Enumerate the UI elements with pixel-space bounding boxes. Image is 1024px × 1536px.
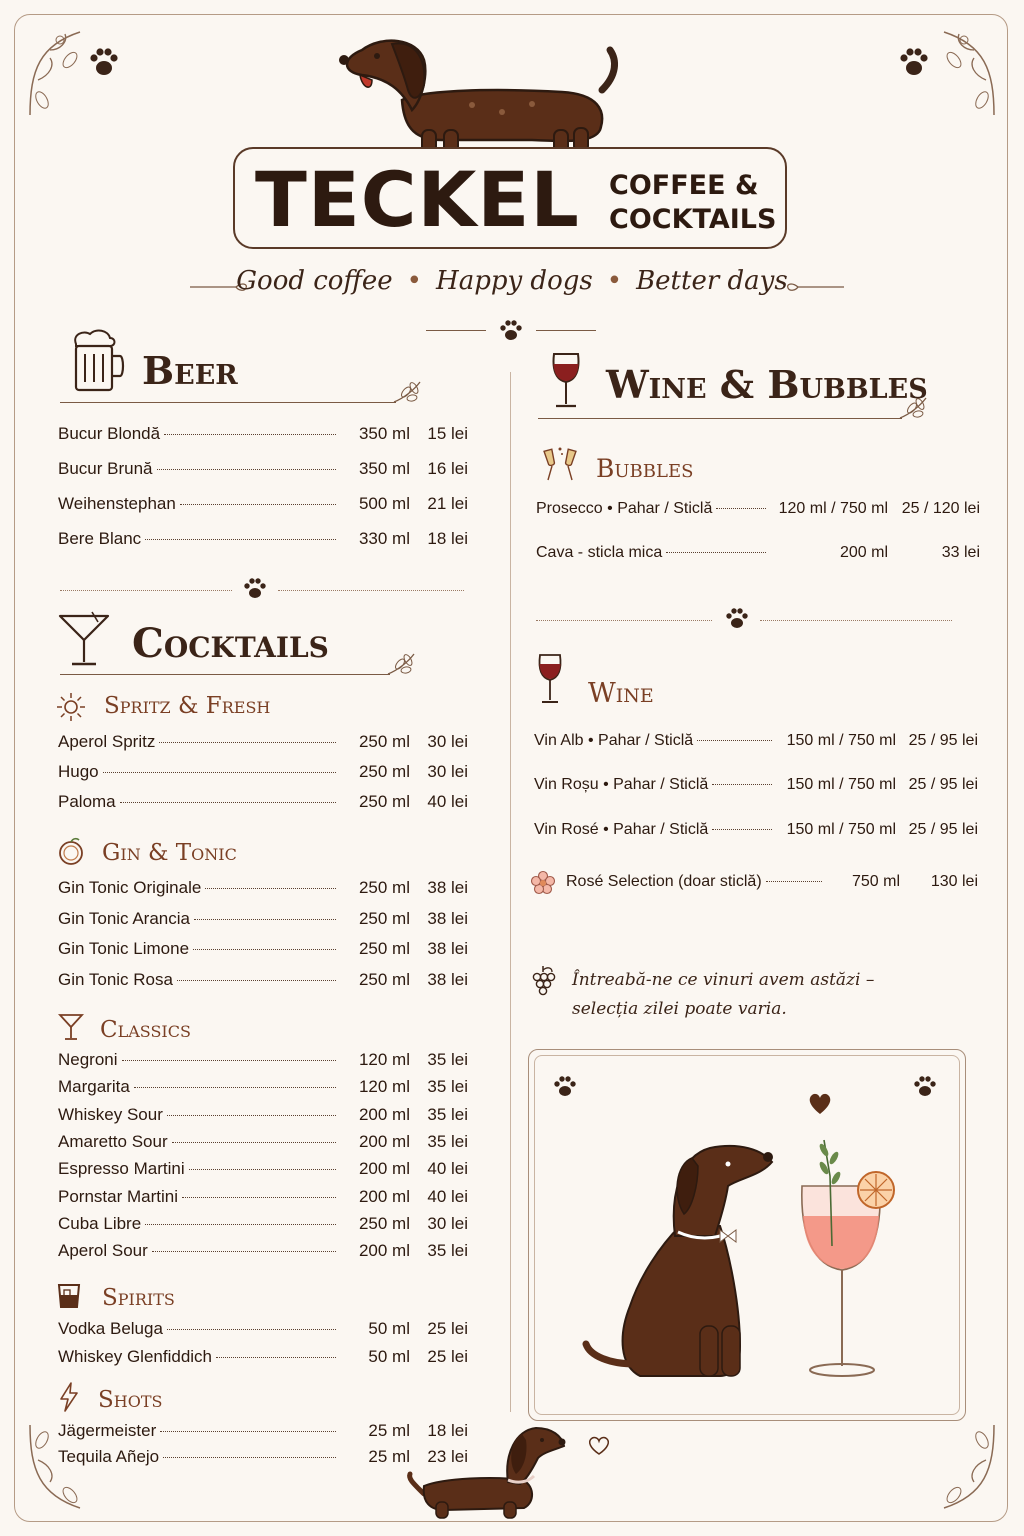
paw-icon <box>242 576 268 602</box>
item-volume: 250 ml <box>358 878 410 897</box>
item-volume: 200 ml <box>358 1159 410 1179</box>
item-volume: 250 ml <box>358 792 410 811</box>
dot-leader <box>152 1251 336 1252</box>
dot-leader <box>172 1142 336 1143</box>
item-name: Weihenstephan <box>58 494 176 513</box>
item-name: Vin Rosé • Pahar / Sticlă <box>534 821 709 838</box>
menu-item-row <box>58 732 468 752</box>
item-volume: 250 ml <box>358 908 410 928</box>
menu-item-row <box>58 792 468 812</box>
dot-leader <box>216 1357 336 1358</box>
item-volume: 250 ml <box>358 969 410 989</box>
item-name: Bere Blanc <box>58 529 142 548</box>
subsection-title-gin: Gin & Tonic <box>102 840 237 866</box>
item-price: 25 / 95 lei <box>908 732 978 749</box>
dot-leader <box>716 508 766 509</box>
flourish-arrow-right-icon <box>784 280 844 294</box>
menu-item-row <box>566 873 978 891</box>
item-name: Pornstar Martini <box>58 1186 178 1206</box>
dot-leader <box>712 784 772 785</box>
item-price: 18 lei <box>427 529 468 548</box>
item-name: Whiskey Glenfiddich <box>58 1347 213 1366</box>
item-price: 21 lei <box>427 494 468 513</box>
item-name: Gin Tonic Limone <box>58 939 190 958</box>
item-price: 25 / 120 lei <box>901 500 980 517</box>
item-name: Vin Alb • Pahar / Sticlă <box>534 732 694 749</box>
item-volume: 50 ml <box>368 1347 410 1366</box>
item-name: Cuba Libre <box>58 1213 142 1233</box>
item-volume: 750 ml <box>851 873 900 890</box>
item-price: 35 lei <box>427 1131 468 1151</box>
item-price: 25 lei <box>427 1319 468 1338</box>
dot-leader <box>180 504 336 505</box>
wine-note <box>572 966 874 1024</box>
subsection-title-classics: Classics <box>100 1017 191 1043</box>
dog-with-cocktail-illustration <box>580 1136 920 1386</box>
item-volume: 200 ml <box>358 1131 410 1151</box>
item-price: 38 lei <box>427 908 468 928</box>
dachshund-bottom-icon <box>404 1424 574 1524</box>
subsection-title-spritz: Spritz & Fresh <box>104 693 271 719</box>
menu-item-row <box>58 1132 468 1152</box>
brand-logo-box <box>233 147 787 249</box>
dot-leader <box>164 434 336 435</box>
beer-mug-icon <box>68 328 128 394</box>
martini-glass-icon <box>58 610 110 668</box>
dot-leader <box>193 949 336 950</box>
menu-item-row <box>534 776 978 794</box>
item-price: 33 lei <box>941 544 980 561</box>
orange-icon <box>56 836 86 866</box>
section-title-wine-bubbles: Wine & Bubbles <box>606 362 928 407</box>
column-divider <box>510 372 511 1412</box>
menu-item-row <box>58 909 468 929</box>
item-volume: 200 ml <box>839 544 888 561</box>
section-rule <box>538 418 902 419</box>
subsection-title-wine: Wine <box>588 678 654 709</box>
dot-leader <box>167 1115 336 1116</box>
item-price: 25 lei <box>427 1347 468 1366</box>
dotted-divider <box>60 590 232 591</box>
dot-leader <box>120 802 336 803</box>
paw-icon <box>724 606 750 632</box>
divider-line <box>426 330 486 331</box>
section-rule <box>60 402 396 403</box>
item-name: Hugo <box>58 762 99 781</box>
menu-item-row <box>58 1214 468 1234</box>
item-name: Gin Tonic Rosa <box>58 969 173 989</box>
paw-icon <box>498 318 524 344</box>
menu-item-row <box>536 500 980 518</box>
item-name: Prosecco • Pahar / Sticlă <box>536 500 713 517</box>
item-name: Bucur Brună <box>58 459 153 478</box>
item-name: Vin Roșu • Pahar / Sticlă <box>534 776 709 793</box>
item-name: Gin Tonic Arancia <box>58 908 190 928</box>
item-volume: 120 ml / 750 ml <box>778 500 888 517</box>
dot-leader <box>205 888 336 889</box>
item-name: Tequila Añejo <box>58 1447 160 1466</box>
item-volume: 25 ml <box>368 1447 410 1466</box>
item-name: Gin Tonic Originale <box>58 878 202 897</box>
brand-subtitle-line1: COFFEE & <box>609 170 759 201</box>
subsection-title-bubbles: Bubbles <box>596 454 694 483</box>
item-volume: 50 ml <box>368 1319 410 1338</box>
leaf-sprig-icon <box>898 394 930 422</box>
item-volume: 150 ml / 750 ml <box>786 821 896 838</box>
paw-icon <box>896 44 932 80</box>
menu-item-row <box>534 732 978 750</box>
paw-icon <box>86 44 122 80</box>
dot-leader <box>167 1329 336 1330</box>
item-name: Whiskey Sour <box>58 1104 163 1124</box>
menu-item-row <box>58 494 468 514</box>
item-name: Negroni <box>58 1050 118 1069</box>
dot-leader <box>189 1169 336 1170</box>
item-name: Jägermeister <box>58 1421 157 1440</box>
wine-note-line1: Întreabă-ne ce vinuri avem astăzi – <box>572 970 875 990</box>
item-price: 30 lei <box>427 762 468 781</box>
item-name: Margarita <box>58 1077 130 1097</box>
tagline-part-2: Happy dogs <box>436 266 593 296</box>
item-volume: 150 ml / 750 ml <box>786 776 896 793</box>
menu-item-row <box>58 1319 468 1339</box>
item-volume: 120 ml <box>358 1050 410 1069</box>
item-price: 25 / 95 lei <box>908 776 978 793</box>
subsection-title-spirits: Spirits <box>102 1285 175 1311</box>
dot-leader <box>145 539 336 540</box>
whiskey-glass-icon <box>56 1282 82 1310</box>
item-price: 40 lei <box>427 1159 468 1179</box>
menu-item-row <box>58 878 468 898</box>
tagline-separator: • <box>606 266 623 296</box>
item-price: 35 lei <box>427 1050 468 1069</box>
item-volume: 150 ml / 750 ml <box>786 732 896 749</box>
item-volume: 350 ml <box>358 459 410 478</box>
item-name: Aperol Spritz <box>58 732 156 751</box>
dot-leader <box>163 1457 336 1458</box>
item-price: 18 lei <box>427 1421 468 1440</box>
menu-item-row <box>58 762 468 782</box>
dot-leader <box>182 1197 336 1198</box>
item-volume: 200 ml <box>358 1186 410 1206</box>
item-price: 38 lei <box>427 878 468 897</box>
item-price: 38 lei <box>427 969 468 989</box>
section-title-cocktails: Cocktails <box>132 620 329 667</box>
tagline-part-3: Better days <box>636 266 788 296</box>
dotted-divider <box>760 620 952 621</box>
menu-item-row <box>58 970 468 990</box>
item-price: 23 lei <box>427 1447 468 1466</box>
paw-icon <box>912 1074 938 1100</box>
dotted-divider <box>536 620 712 621</box>
menu-item-row <box>58 1159 468 1179</box>
item-name: Amaretto Sour <box>58 1131 168 1151</box>
dot-leader <box>712 829 772 830</box>
item-name: Paloma <box>58 792 116 811</box>
item-price: 30 lei <box>427 732 468 751</box>
tagline <box>0 266 1024 296</box>
menu-item-row <box>58 1187 468 1207</box>
champagne-glasses-icon <box>540 446 580 484</box>
item-name: Aperol Sour <box>58 1241 148 1261</box>
dot-leader <box>766 881 822 882</box>
menu-item-row <box>58 459 468 479</box>
item-price: 35 lei <box>427 1104 468 1124</box>
brand-name: TECKEL <box>255 155 580 244</box>
lightning-icon <box>58 1382 80 1412</box>
heart-icon <box>806 1090 834 1116</box>
dot-leader <box>697 740 772 741</box>
wine-glass-icon <box>536 652 564 708</box>
dot-leader <box>134 1087 336 1088</box>
item-price: 16 lei <box>427 459 468 478</box>
menu-item-row <box>58 529 468 549</box>
menu-item-row <box>534 821 978 839</box>
menu-item-row <box>58 1241 468 1261</box>
wine-note-line2: selecția zilei poate varia. <box>572 999 787 1019</box>
section-rule <box>60 674 390 675</box>
brand-subtitle <box>609 169 776 237</box>
item-volume: 200 ml <box>358 1104 410 1124</box>
item-price: 40 lei <box>427 792 468 811</box>
item-price: 30 lei <box>427 1213 468 1233</box>
brand-subtitle-line2: COCKTAILS <box>609 204 777 235</box>
menu-item-row <box>536 544 980 562</box>
menu-item-row <box>58 1077 468 1097</box>
dot-leader <box>145 1224 336 1225</box>
divider-line <box>536 330 596 331</box>
item-name: Cava - sticla mica <box>536 544 663 561</box>
item-name: Vodka Beluga <box>58 1319 163 1338</box>
dot-leader <box>157 469 337 470</box>
heart-outline-icon <box>586 1434 612 1456</box>
menu-item-row <box>58 1050 468 1070</box>
dot-leader <box>194 919 336 920</box>
dotted-divider <box>278 590 464 591</box>
item-volume: 250 ml <box>358 762 410 781</box>
cocktail-glass-icon <box>58 1012 84 1042</box>
dot-leader <box>103 772 336 773</box>
dachshund-logo-icon <box>332 30 622 155</box>
menu-item-row <box>58 1347 468 1367</box>
corner-flourish-bottom-right <box>914 1420 1004 1520</box>
dot-leader <box>122 1060 336 1061</box>
item-volume: 250 ml <box>358 732 410 751</box>
wine-glass-icon <box>548 350 584 410</box>
dot-leader <box>177 980 336 981</box>
item-price: 40 lei <box>427 1186 468 1206</box>
section-title-beer: Beer <box>142 348 238 393</box>
tagline-part-1: Good coffee <box>236 266 393 296</box>
menu-item-row <box>58 939 468 959</box>
item-price: 25 / 95 lei <box>908 821 978 838</box>
item-price: 35 lei <box>427 1077 468 1097</box>
menu-item-row <box>58 1105 468 1125</box>
item-price: 35 lei <box>427 1241 468 1261</box>
subsection-title-shots: Shots <box>98 1387 163 1413</box>
item-volume: 120 ml <box>358 1077 410 1097</box>
item-volume: 250 ml <box>358 1213 410 1233</box>
item-name: Bucur Blondă <box>58 424 161 443</box>
dot-leader <box>160 1431 336 1432</box>
item-name: Espresso Martini <box>58 1159 185 1179</box>
item-price: 130 lei <box>930 873 978 890</box>
dot-leader <box>159 742 336 743</box>
sun-icon <box>56 692 86 722</box>
leaf-sprig-icon <box>392 378 424 406</box>
item-volume: 350 ml <box>358 424 410 443</box>
grapes-icon <box>530 964 556 1002</box>
item-name: Rosé Selection (doar sticlă) <box>566 873 762 890</box>
item-volume: 250 ml <box>358 939 410 958</box>
tagline-separator: • <box>406 266 423 296</box>
paw-icon <box>552 1074 578 1100</box>
item-volume: 200 ml <box>358 1241 410 1261</box>
item-volume: 25 ml <box>368 1421 410 1440</box>
dot-leader <box>666 552 766 553</box>
item-price: 15 lei <box>427 424 468 443</box>
leaf-sprig-icon <box>386 650 418 678</box>
item-volume: 330 ml <box>358 529 410 548</box>
flower-icon <box>530 870 556 896</box>
item-price: 38 lei <box>427 939 468 958</box>
menu-item-row <box>58 424 468 444</box>
item-volume: 500 ml <box>358 494 410 513</box>
